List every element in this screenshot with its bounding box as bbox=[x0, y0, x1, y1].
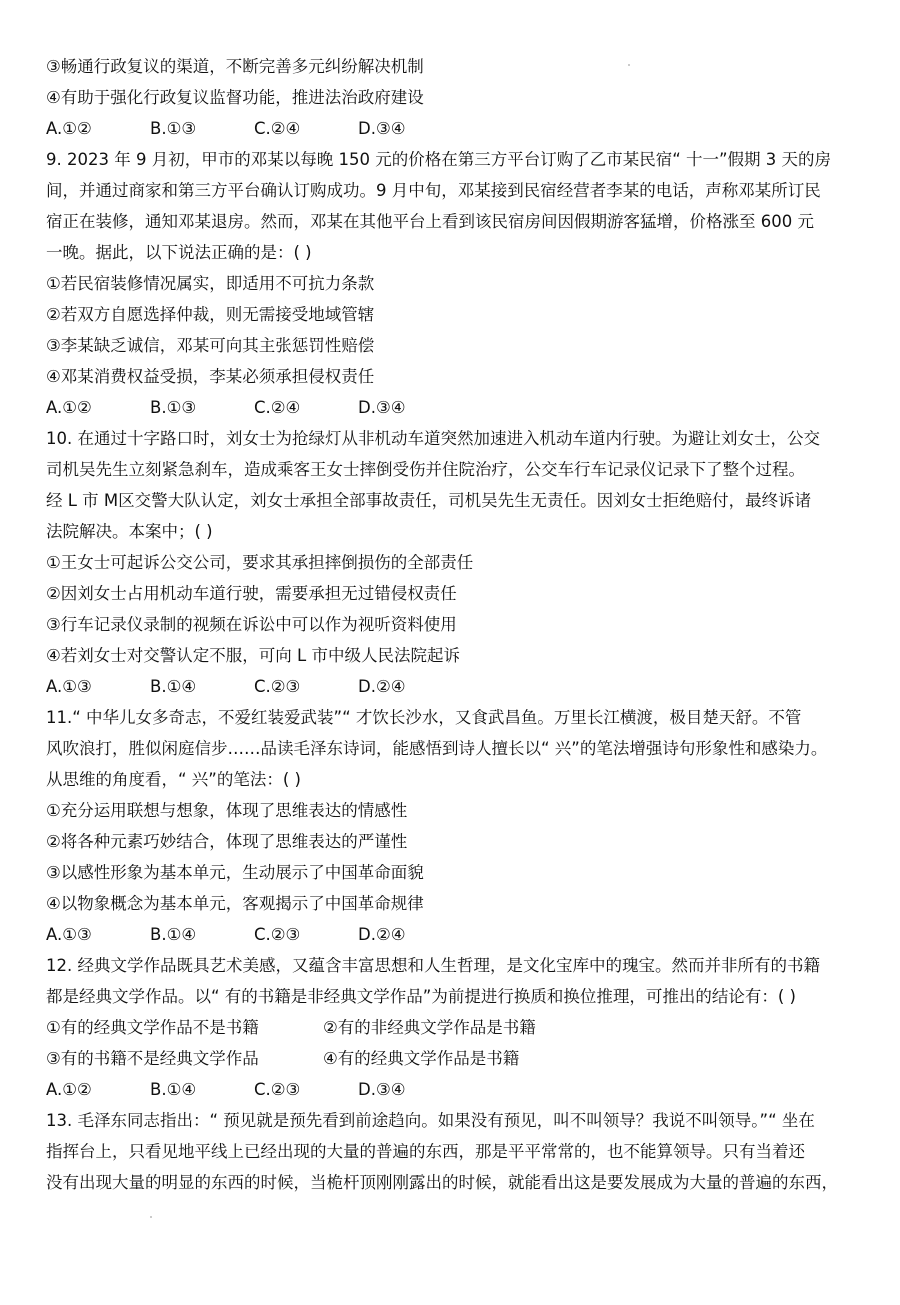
q11-option-a: A.①③ bbox=[46, 925, 92, 944]
q11-stem-line-1: 11.“ 中华儿女多奇志，不爱红装爱武装”“ 才饮长沙水，又食武昌鱼。万里长江横渡，极目楚天舒。不管 bbox=[46, 708, 802, 727]
q8-statement-3: ③畅通行政复议的渠道，不断完善多元纠纷解决机制 bbox=[46, 57, 424, 76]
q12-stem-line-2: 都是经典文学作品。以“ 有的书籍是非经典文学作品”为前提进行换质和换位推理，可推出的结论有：( ) bbox=[46, 987, 796, 1006]
q11-statement-3: ③以感性形象为基本单元，生动展示了中国革命面貌 bbox=[46, 863, 424, 882]
q13-stem-line-1: 13. 毛泽东同志指出：“ 预见就是预先看到前途趋向。如果没有预见，叫不叫领导？我说不叫领导。”“ 坐在 bbox=[46, 1111, 815, 1130]
scan-speck bbox=[628, 64, 630, 66]
q11-statement-4: ④以物象概念为基本单元，客观揭示了中国革命规律 bbox=[46, 894, 424, 913]
q10-statement-2: ②因刘女士占用机动车道行驶，需要承担无过错侵权责任 bbox=[46, 584, 457, 603]
q10-option-d: D.②④ bbox=[358, 677, 406, 696]
q12-statements-row-2 bbox=[46, 1048, 870, 1070]
q11-option-b: B.①④ bbox=[150, 925, 197, 944]
q9-statement-3: ③李某缺乏诚信，邓某可向其主张惩罚性赔偿 bbox=[46, 336, 375, 355]
q12-option-a: A.①② bbox=[46, 1080, 92, 1099]
q9-stem-line-1: 9. 2023 年 9 月初，甲市的邓某以每晚 150 元的价格在第三方平台订购了乙市某民宿“ 十一”假期 3 天的房 bbox=[46, 150, 832, 169]
q9-option-b: B.①③ bbox=[150, 398, 197, 417]
q8-options bbox=[46, 118, 870, 140]
q12-option-d: D.③④ bbox=[358, 1080, 406, 1099]
q10-statement-1: ①王女士可起诉公交公司，要求其承担摔倒损伤的全部责任 bbox=[46, 553, 474, 572]
q11-option-c: C.②③ bbox=[254, 925, 301, 944]
q12-statement-1: ①有的经典文学作品不是书籍 bbox=[46, 1018, 259, 1037]
q10-stem-line-1: 10. 在通过十字路口时，刘女士为抢绿灯从非机动车道突然加速进入机动车道内行驶。为避让刘女士，公交 bbox=[46, 429, 820, 448]
q8-option-b: B.①③ bbox=[150, 119, 197, 138]
q9-statement-1: ①若民宿装修情况属实，即适用不可抗力条款 bbox=[46, 274, 375, 293]
q11-stem-line-2: 风吹浪打，胜似闲庭信步……品读毛泽东诗词，能感悟到诗人擅长以“ 兴”的笔法增强诗句形象性和感染力。 bbox=[46, 739, 828, 758]
q10-stem-line-2: 司机吴先生立刻紧急刹车，造成乘客王女士摔倒受伤并住院治疗，公交车行车记录仪记录下了整个过程。 bbox=[46, 460, 805, 479]
q13-stem-line-3: 没有出现大量的明显的东西的时候，当桅杆顶刚刚露出的时候，就能看出这是要发展成为大量的普遍的东西， bbox=[46, 1173, 838, 1192]
q10-option-b: B.①④ bbox=[150, 677, 197, 696]
q9-stem-line-4: 一晚。据此，以下说法正确的是：( ) bbox=[46, 243, 312, 262]
q11-statement-2: ②将各种元素巧妙结合，体现了思维表达的严谨性 bbox=[46, 832, 408, 851]
q12-stem-line-1: 12. 经典文学作品既具艺术美感，又蕴含丰富思想和人生哲理，是文化宝库中的瑰宝。然而并非所有的书籍 bbox=[46, 956, 820, 975]
q12-statement-4: ④有的经典文学作品是书籍 bbox=[323, 1049, 520, 1068]
q10-statement-3: ③行车记录仪录制的视频在诉讼中可以作为视听资料使用 bbox=[46, 615, 457, 634]
q9-stem-line-2: 间，并通过商家和第三方平台确认订购成功。9 月中旬，邓某接到民宿经营者李某的电话，声称邓某所订民 bbox=[46, 181, 821, 200]
q11-option-d: D.②④ bbox=[358, 925, 406, 944]
scan-speck bbox=[150, 1216, 152, 1218]
q8-option-c: C.②④ bbox=[254, 119, 301, 138]
q10-option-a: A.①③ bbox=[46, 677, 92, 696]
q12-statement-2: ②有的非经典文学作品是书籍 bbox=[323, 1018, 536, 1037]
q12-option-b: B.①④ bbox=[150, 1080, 197, 1099]
q10-statement-4: ④若刘女士对交警认定不服，可向 L 市中级人民法院起诉 bbox=[46, 646, 460, 665]
q11-options bbox=[46, 924, 870, 946]
q11-stem-line-3: 从思维的角度看，“ 兴”的笔法：( ) bbox=[46, 770, 301, 789]
q9-statement-4: ④邓某消费权益受损，李某必须承担侵权责任 bbox=[46, 367, 375, 386]
q9-option-c: C.②④ bbox=[254, 398, 301, 417]
q10-stem-line-4: 法院解决。本案中；( ) bbox=[46, 522, 213, 541]
q10-option-c: C.②③ bbox=[254, 677, 301, 696]
q9-stem-line-3: 宿正在装修，通知邓某退房。然而，邓某在其他平台上看到该民宿房间因假期游客猛增，价格涨至 600 元 bbox=[46, 212, 814, 231]
q8-option-a: A.①② bbox=[46, 119, 92, 138]
q12-options bbox=[46, 1079, 870, 1101]
q12-statements-row-1 bbox=[46, 1017, 870, 1039]
q13-stem-line-2: 指挥台上，只看见地平线上已经出现的大量的普遍的东西，那是平平常常的，也不能算领导。只有当着还 bbox=[46, 1142, 805, 1161]
q8-statement-4: ④有助于强化行政复议监督功能，推进法治政府建设 bbox=[46, 88, 424, 107]
q8-option-d: D.③④ bbox=[358, 119, 406, 138]
q12-option-c: C.②③ bbox=[254, 1080, 301, 1099]
q11-statement-1: ①充分运用联想与想象，体现了思维表达的情感性 bbox=[46, 801, 408, 820]
q10-stem-line-3: 经 L 市 M区交警大队认定，刘女士承担全部事故责任，司机吴先生无责任。因刘女士拒绝赔付，最终诉诸 bbox=[46, 491, 812, 510]
q9-option-d: D.③④ bbox=[358, 398, 406, 417]
q10-options bbox=[46, 676, 870, 698]
q9-options bbox=[46, 397, 870, 419]
q9-option-a: A.①② bbox=[46, 398, 92, 417]
q12-statement-3: ③有的书籍不是经典文学作品 bbox=[46, 1049, 259, 1068]
q9-statement-2: ②若双方自愿选择仲裁，则无需接受地域管辖 bbox=[46, 305, 375, 324]
